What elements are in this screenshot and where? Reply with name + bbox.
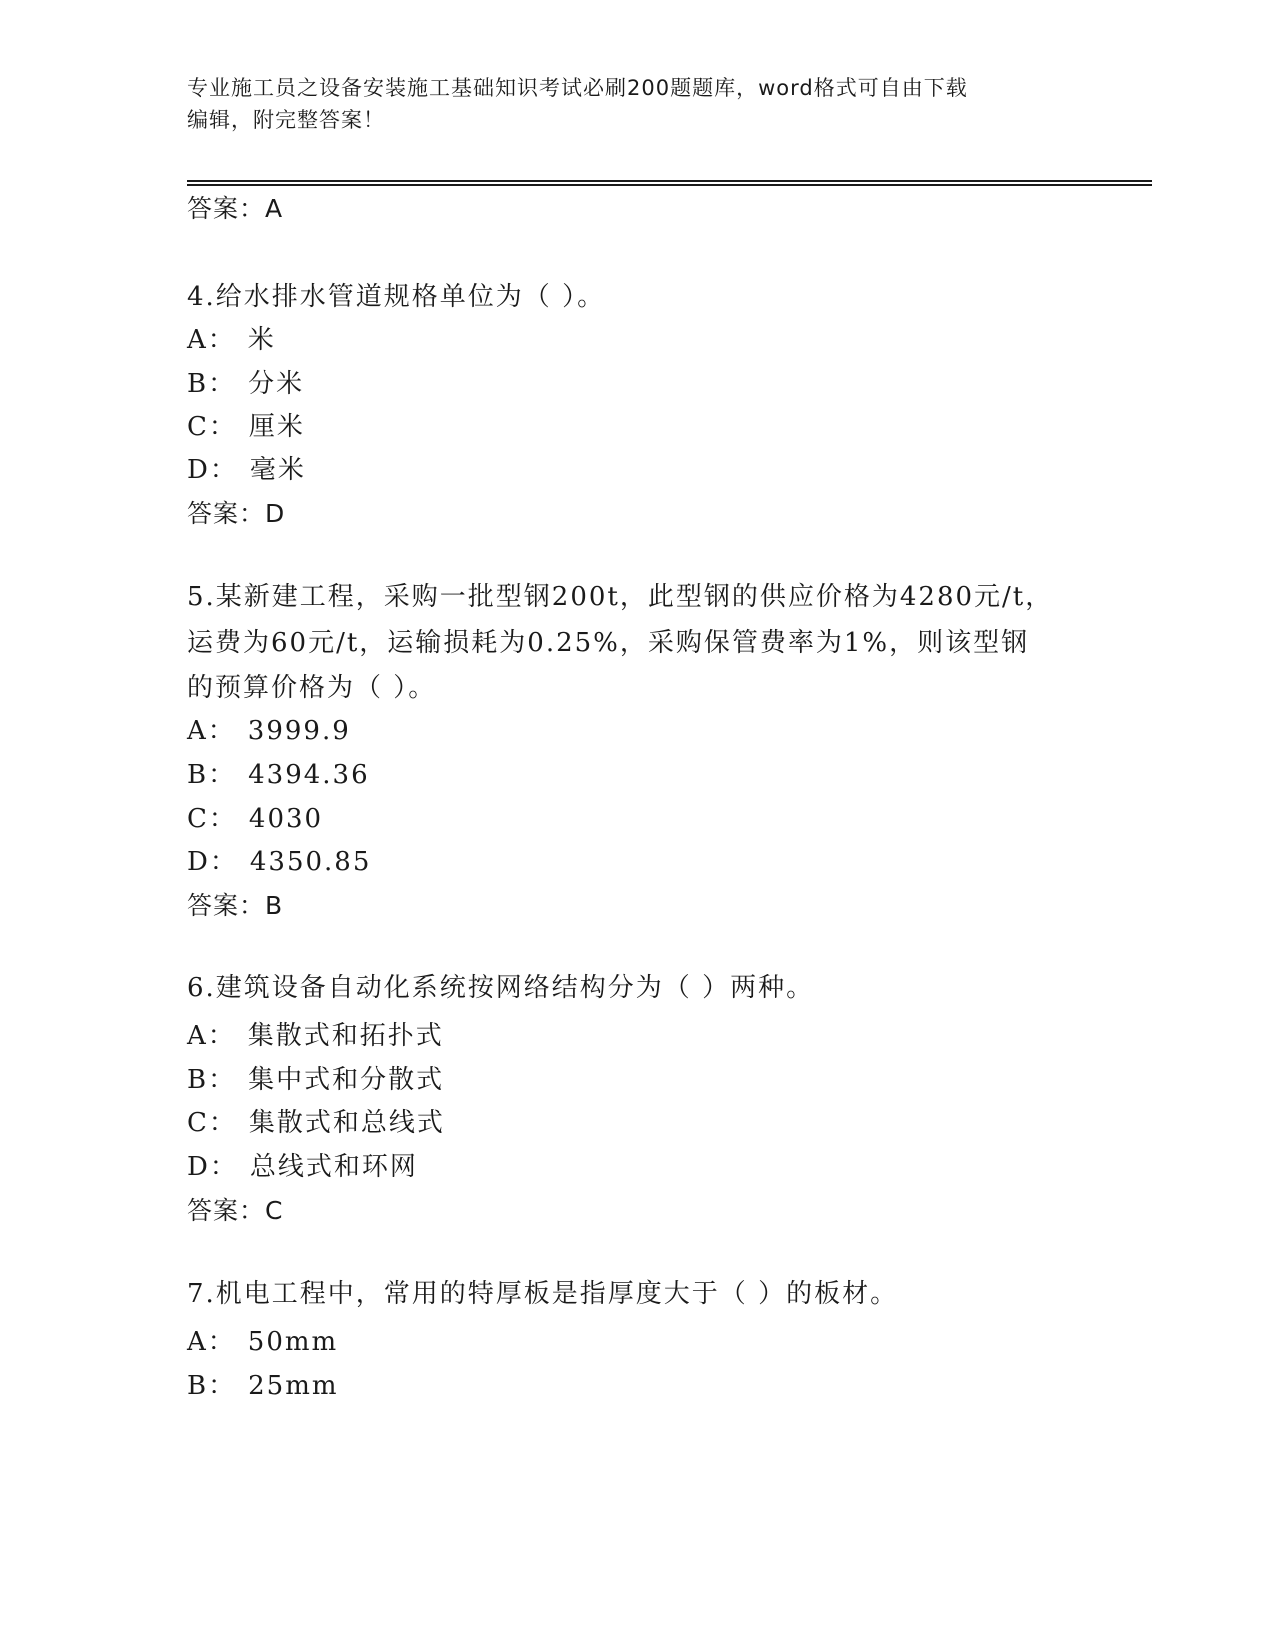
- answer-q6: 答案：C: [187, 1196, 284, 1225]
- option-text: 集中式和分散式: [248, 1065, 445, 1095]
- option-letter: C：: [187, 804, 237, 834]
- answer-q5: 答案：B: [187, 891, 284, 920]
- option-letter: B：: [187, 369, 237, 399]
- question-5: [187, 575, 1087, 712]
- option-q7-a: [187, 1325, 338, 1359]
- option-letter: B：: [187, 760, 237, 790]
- answer-q3: 答案：A: [187, 194, 284, 223]
- option-q4-c: [187, 410, 305, 444]
- option-text: 4394.36: [248, 760, 370, 790]
- option-letter: C：: [187, 412, 237, 442]
- option-letter: D：: [187, 455, 238, 485]
- option-letter: A：: [187, 1021, 236, 1051]
- option-text: 毫米: [249, 455, 306, 485]
- option-q6-b: [187, 1063, 444, 1097]
- question-5-line-1: 5.某新建工程，采购一批型钢200t，此型钢的供应价格为4280元/t，: [187, 582, 1054, 612]
- option-q5-a: [187, 714, 351, 748]
- option-text: 集散式和拓扑式: [247, 1021, 444, 1051]
- question-6: 6.建筑设备自动化系统按网络结构分为（ ）两种。: [187, 973, 815, 1003]
- option-q5-b: [187, 758, 370, 792]
- question-7: 7.机电工程中，常用的特厚板是指厚度大于（ ）的板材。: [187, 1279, 899, 1309]
- option-q6-a: [187, 1019, 444, 1053]
- option-q5-c: [187, 802, 323, 836]
- option-letter: A：: [187, 716, 236, 746]
- option-q4-b: [187, 367, 304, 401]
- option-letter: A：: [187, 325, 236, 355]
- option-text: 米: [247, 325, 276, 355]
- option-letter: D：: [187, 847, 238, 877]
- document-header: [187, 72, 1087, 136]
- option-letter: B：: [187, 1371, 237, 1401]
- header-divider-bottom: [187, 184, 1152, 186]
- option-text: 50mm: [247, 1327, 339, 1357]
- option-q7-b: [187, 1369, 339, 1403]
- answer-q4: 答案：D: [187, 499, 286, 528]
- option-text: 分米: [248, 369, 305, 399]
- header-divider-top: [187, 180, 1152, 182]
- option-q6-d: [187, 1150, 418, 1184]
- option-letter: B：: [187, 1065, 237, 1095]
- option-text: 厘米: [248, 412, 305, 442]
- option-text: 总线式和环网: [249, 1152, 418, 1182]
- question-5-line-2: 运费为60元/t，运输损耗为0.25%，采购保管费率为1%，则该型钢: [187, 627, 1030, 658]
- option-q6-c: [187, 1106, 445, 1140]
- option-letter: D：: [187, 1152, 238, 1182]
- option-text: 4350.85: [249, 847, 372, 877]
- option-text: 3999.9: [247, 716, 351, 746]
- header-line-2: 编辑，附完整答案！: [187, 108, 385, 132]
- option-text: 25mm: [248, 1371, 339, 1401]
- option-letter: C：: [187, 1108, 237, 1138]
- question-4: 4.给水排水管道规格单位为（ ）。: [187, 282, 606, 312]
- option-letter: A：: [187, 1327, 236, 1357]
- option-text: 4030: [248, 804, 324, 834]
- option-q4-d: [187, 453, 306, 487]
- option-q5-d: [187, 845, 371, 879]
- option-text: 集散式和总线式: [248, 1108, 445, 1138]
- header-line-1: 专业施工员之设备安装施工基础知识考试必刷200题题库，word格式可自由下载: [187, 76, 968, 100]
- question-5-line-3: 的预算价格为（ ）。: [187, 673, 437, 703]
- option-q4-a: [187, 323, 276, 357]
